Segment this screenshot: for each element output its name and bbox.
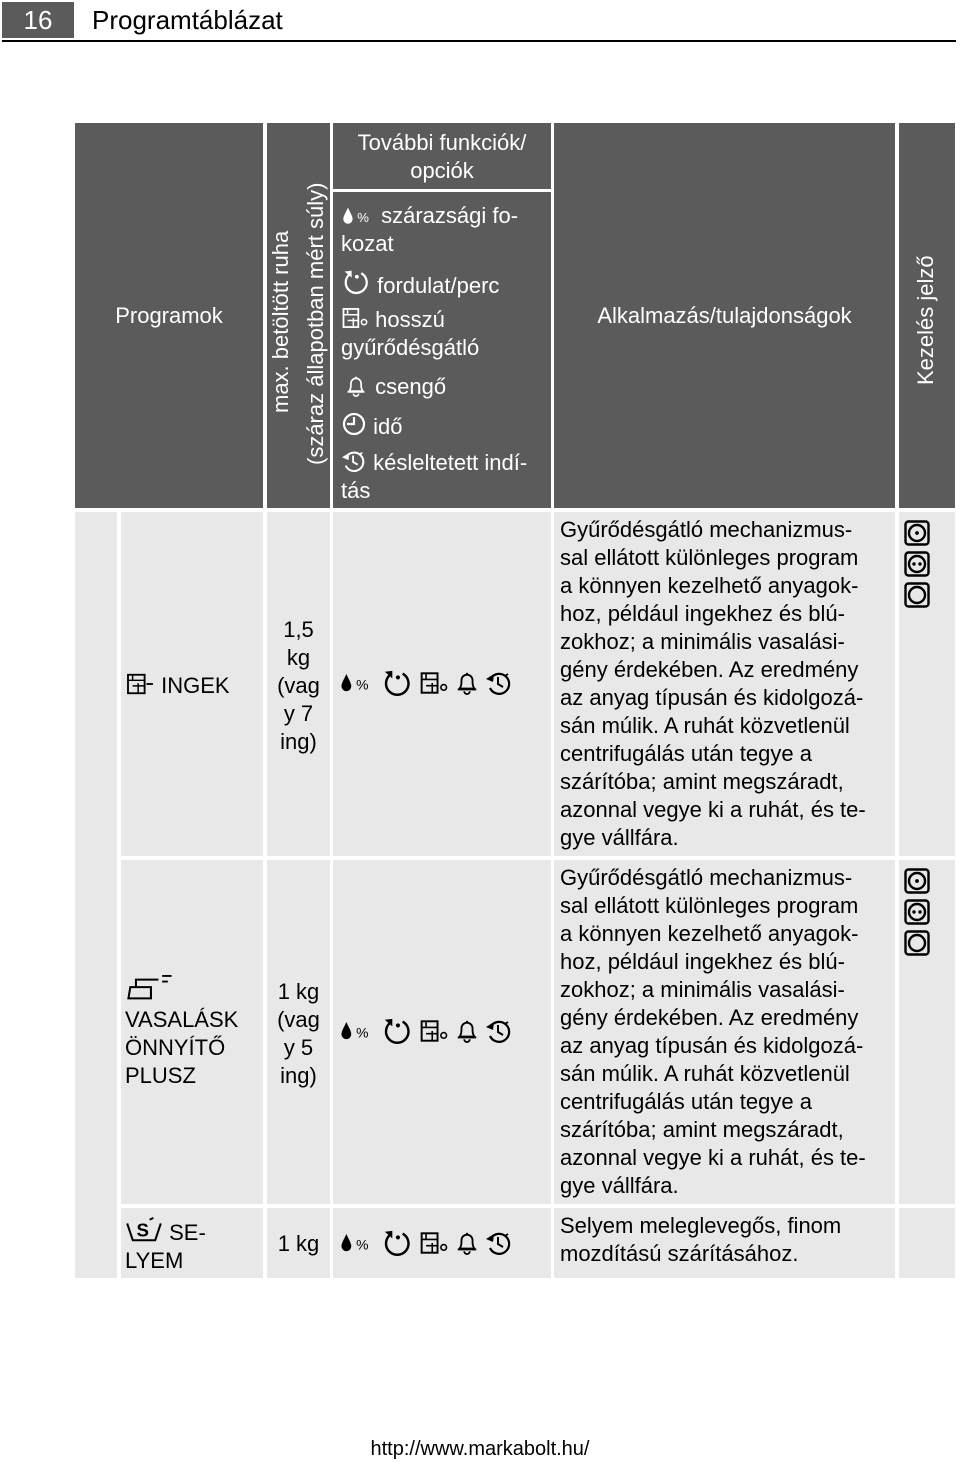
header-options-title-line2: opciók <box>410 158 474 183</box>
row3-desc-line: mozdítású szárításához. <box>560 1241 799 1266</box>
spin-speed-icon <box>381 1016 413 1046</box>
dryness-level-icon <box>339 672 375 694</box>
iron-aid-icon <box>125 974 175 1004</box>
time-icon <box>341 411 367 437</box>
row1-load-cell <box>267 512 330 856</box>
row2-desc-line: gény érdekében. Az eredmény <box>560 1005 859 1030</box>
buzzer-icon <box>455 1019 479 1043</box>
row1-desc-line: gye vállfára. <box>560 825 679 850</box>
option-dryness-label2: kozat <box>341 231 394 256</box>
header-max-load-line1: max. betöltött ruha <box>268 230 293 413</box>
tumble-dry-icon <box>904 582 930 608</box>
tumble-dry-icon <box>904 930 930 956</box>
delay-start-icon <box>485 1018 513 1044</box>
row3-load <box>267 1230 330 1258</box>
row1-options-cell <box>333 512 551 856</box>
header-care-label <box>899 123 955 508</box>
row1-desc-line: Gyűrődésgátló mechanizmus- <box>560 517 853 542</box>
row2-desc-line: a könnyen kezelhető anyagok- <box>560 921 859 946</box>
dryness-level-icon <box>341 206 375 226</box>
option-anticrease-label2: gyűrődésgátló <box>341 335 480 360</box>
header-application <box>554 123 895 508</box>
header-programs-label: Programok <box>115 302 223 328</box>
row1-desc-line: centrifugálás után tegye a <box>560 741 812 766</box>
row1-load-line: y 7 <box>283 701 314 726</box>
page-title: Programtáblázat <box>92 5 283 35</box>
delay-start-icon <box>485 670 513 696</box>
row1-desc-line: gény érdekében. Az eredmény <box>560 657 859 682</box>
row2-desc-line: az anyag típusán és kidolgozá- <box>560 1033 864 1058</box>
row1-desc-line: sán múlik. A ruhát közvetlenül <box>560 713 850 738</box>
option-buzzer-label: csengő <box>375 374 447 399</box>
header-max-load <box>267 123 330 508</box>
row3-options-cell <box>333 1208 551 1278</box>
header-options-title-line1: További funkciók/ <box>357 130 527 155</box>
header-programs <box>75 123 263 508</box>
row2-options-cell <box>333 860 551 1204</box>
row3-program-name-line: LYEM <box>125 1248 184 1273</box>
row2-program-name-line: PLUSZ <box>125 1063 196 1088</box>
header-max-load-line2: (száraz állapotban mért súly) <box>303 182 328 465</box>
header-care-label-text: Kezelés jelző <box>913 255 938 385</box>
row2-desc-line: gye vállfára. <box>560 1173 679 1198</box>
option-dryness-label1: szárazsági fo- <box>381 203 519 228</box>
row1-desc-line: a könnyen kezelhető anyagok- <box>560 573 859 598</box>
row1-load-line: kg <box>286 645 311 670</box>
row1-load-line: ing) <box>280 729 317 754</box>
row2-program <box>125 1006 238 1090</box>
row2-desc-line: sal ellátott különleges program <box>560 893 859 918</box>
option-time <box>341 411 402 441</box>
row3-load-cell <box>267 1208 330 1278</box>
row1-desc-line: zokhoz; a minimális vasalási- <box>560 629 845 654</box>
footer-url: http://www.markabolt.hu/ <box>370 1438 590 1460</box>
dryness-level-icon <box>339 1232 375 1254</box>
row2-program-name-line: VASALÁSK <box>125 1007 239 1032</box>
header-application-label: Alkalmazás/tulajdonságok <box>597 302 852 328</box>
row2-care-cell <box>899 860 955 1204</box>
row3-desc-line: Selyem meleglevegős, finom <box>560 1213 842 1238</box>
row1-desc-line: szárítóba; amint megszáradt, <box>560 769 844 794</box>
long-anti-crease-icon <box>419 1018 449 1044</box>
row2-load-line: y 5 <box>283 1035 314 1060</box>
option-anticrease-label1: hosszú <box>375 307 445 332</box>
row1-care-icons <box>904 520 930 608</box>
buzzer-icon <box>455 1231 479 1255</box>
option-spin <box>341 268 499 300</box>
row3-program-name-line: SE- <box>169 1220 206 1245</box>
program-group-bar <box>75 512 117 1278</box>
spin-speed-icon <box>381 1228 413 1258</box>
tumble-dry-normal-icon <box>904 551 930 577</box>
tumble-dry-normal-icon <box>904 899 930 925</box>
row1-care-cell <box>899 512 955 856</box>
row2-desc-line: Gyűrődésgátló mechanizmus- <box>560 865 853 890</box>
row3-program-cell <box>121 1208 263 1278</box>
row2-description <box>560 864 895 1200</box>
delay-start-icon <box>485 1230 513 1256</box>
row2-program-cell <box>121 860 263 1204</box>
dryness-level-icon <box>339 1020 375 1042</box>
row2-load-line: 1 kg <box>277 979 320 1004</box>
row3-load-line: 1 kg <box>277 1231 320 1256</box>
row1-program-name: INGEK <box>161 673 230 698</box>
option-delay-label2: tás <box>341 478 371 503</box>
tumble-dry-low-icon <box>904 868 930 894</box>
row2-load <box>267 978 330 1090</box>
row2-desc-line: szárítóba; amint megszáradt, <box>560 1117 844 1142</box>
row1-description <box>560 516 895 852</box>
row3-description-cell <box>554 1208 895 1278</box>
long-anti-crease-icon <box>341 306 369 330</box>
row2-program-name-line: ÖNNYÍTŐ <box>125 1035 226 1060</box>
buzzer-icon <box>345 375 367 397</box>
long-anti-crease-icon <box>419 670 449 696</box>
row1-option-icons <box>339 668 513 698</box>
row1-program <box>125 672 230 700</box>
row2-description-cell <box>554 860 895 1204</box>
row3-description <box>560 1212 895 1268</box>
delay-start-icon <box>341 449 367 473</box>
header-options <box>333 123 551 508</box>
row2-desc-line: zokhoz; a minimális vasalási- <box>560 977 845 1002</box>
row2-care-icons <box>904 868 930 956</box>
row3-care-cell <box>899 1208 955 1278</box>
option-delay <box>341 449 527 505</box>
header-options-divider <box>333 189 551 192</box>
option-spin-label: fordulat/perc <box>377 273 500 298</box>
row2-desc-line: azonnal vegye ki a ruhát, és te- <box>560 1145 866 1170</box>
header-rule <box>2 40 956 42</box>
row1-load <box>267 616 330 756</box>
page-number: 16 <box>2 2 74 38</box>
row2-desc-line: hoz, például ingekhez és blú- <box>560 949 845 974</box>
row1-load-line: 1,5 <box>283 617 314 642</box>
option-delay-label1: késleltetett indí- <box>373 450 528 475</box>
option-dryness <box>341 202 518 258</box>
row3-option-icons <box>339 1228 513 1258</box>
row1-desc-line: azonnal vegye ki a ruhát, és te- <box>560 797 866 822</box>
buzzer-icon <box>455 671 479 695</box>
row1-desc-line: sal ellátott különleges program <box>560 545 859 570</box>
row1-desc-line: az anyag típusán és kidolgozá- <box>560 685 864 710</box>
row2-load-line: (vag <box>277 1007 320 1032</box>
row1-description-cell <box>554 512 895 856</box>
row1-load-line: (vag <box>277 673 320 698</box>
silk-icon <box>125 1216 163 1244</box>
row2-option-icons <box>339 1016 513 1046</box>
spin-speed-icon <box>381 668 413 698</box>
row3-program <box>125 1216 206 1275</box>
shirt-icon <box>125 672 155 696</box>
spin-speed-icon <box>341 268 371 296</box>
row1-desc-line: hoz, például ingekhez és blú- <box>560 601 845 626</box>
option-anticrease <box>341 306 479 362</box>
option-buzzer <box>341 373 446 401</box>
row1-program-cell <box>121 512 263 856</box>
row2-load-cell <box>267 860 330 1204</box>
row2-desc-line: centrifugálás után tegye a <box>560 1089 812 1114</box>
row2-desc-line: sán múlik. A ruhát közvetlenül <box>560 1061 850 1086</box>
tumble-dry-low-icon <box>904 520 930 546</box>
row2-load-line: ing) <box>280 1063 317 1088</box>
option-time-label: idő <box>373 414 403 439</box>
long-anti-crease-icon <box>419 1230 449 1256</box>
